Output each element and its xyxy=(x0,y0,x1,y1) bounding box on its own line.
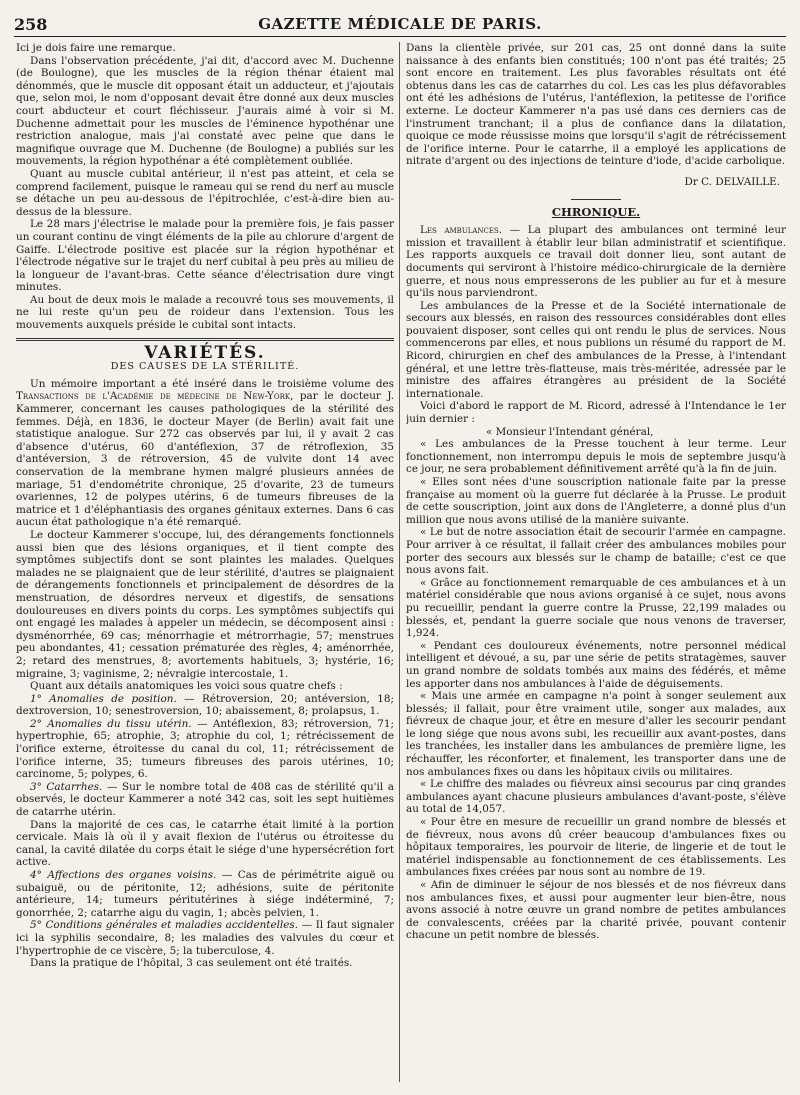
quote-paragraph: « Le but de notre association était de secourir l'armée en campagne. Pour arriver à ce résultat, il fallait créer des ambulances mobiles pour porter des secours aux blessés sur le champ de bataille; c'est ce que nous avons fait. xyxy=(406,526,786,577)
quote-paragraph: « Les ambulances de la Presse touchent à leur terme. Leur fonctionnement, non interrompu depuis le mois de septembre jusqu'à ce jour, ne sera probablement définitivement arrêté qu'à la fin de juin. xyxy=(406,438,786,476)
article-paragraph: Dans la pratique de l'hôpital, 3 cas seulement ont été traités. xyxy=(30,957,353,970)
quote-paragraph: « Le chiffre des malades ou fiévreux ainsi secourus par cinq grandes ambulances ayant chacune plusieurs ambulances d'avant-poste, s'élève au total de 14,057. xyxy=(406,778,786,816)
chronique-title: CHRONIQUE. xyxy=(551,204,641,219)
journal-title: GAZETTE MÉDICALE DE PARIS. xyxy=(258,15,542,33)
list-item: 2° Anomalies du tissu utérin. — Antéflexion, 83; rétroversion, 71; hypertrophie, 65; atrophie, 3; atrophie du col, 1; rétrécissement de l'orifice externe, étroitesse du canal du col, 11; rétrécissement de l'orifice interne, 35; tumeurs fibreuses des parois utérines, 10; carcinome, 5; polypes, 6. xyxy=(16,717,394,781)
article-paragraph: Dans la majorité de ces cas, le catarrhe était limité à la portion cervicale. Mais là où il y avait flexion de l'utérus ou étroitesse du canal, la cavité dilatée du corps était le siége d'une hypersécrétion fort active. xyxy=(16,818,394,869)
author-signature: Dr C. DELVAILLE. xyxy=(684,175,780,188)
article-paragraph: Quant aux détails anatomiques les voici sous quatre chefs : xyxy=(30,680,343,693)
article-paragraph: Le docteur Kammerer s'occupe, lui, des dérangements fonctionnels aussi bien que des lésions organiques, et il tient compte des symptômes subjectifs dont se sont plaintes les malades. Quelques malades ne se plaignaient que de leur stérilité, d'autres se plaignaient de dérangements fonctionnels et principalement de désordres de la menstruation, de désordres nerveux et digestifs, de sensations douloureuses en divers points du corps. Les symptômes subjectifs qui ont engagé les malades à appeler un médecin, se décomposent ainsi : dysménorrhée, 69 cas; ménorrhagie et métrorrhagie, 57; menstrues peu abondantes, 41; cessation prématurée des règles, 4; aménorrhée, 2; retard des menstrues, 8; avortements habituels, 3; hystérie, 16; migraine, 3; vaginisme, 2; névralgie intercostale, 1. xyxy=(16,528,394,680)
article-paragraph: Voici d'abord le rapport de M. Ricord, adressé à l'Intendance le 1er juin dernier : xyxy=(406,400,786,426)
section-title: VARIÉTÉS. xyxy=(144,342,266,363)
page-number: 258 xyxy=(14,14,48,34)
intro-paragraph: Le 28 mars j'électrise le malade pour la première fois, je fais passer un courant continu de vingt éléments de la pile au chlorure d'argent de Gaiffe. L'électrode positive est placée sur la région hypothénar et l'électrode négative sur le trajet du nerf cubital à peu près au milieu de la longueur de l'avant-bras. Cette séance d'électrisation dure vingt minutes. xyxy=(16,218,394,294)
column-divider xyxy=(399,42,400,1082)
list-item: 1° Anomalies de position. — Rétroversion, 20; antéversion, 18; dextroversion, 10; senestroversion, 10; abaissement, 8; prolapsus, 1. xyxy=(16,692,394,718)
quote-salutation: « Monsieur l'Intendant général, xyxy=(486,425,654,438)
quote-paragraph: « Afin de diminuer le séjour de nos blessés et de nos fiévreux dans nos ambulances fixes, et aussi pour augmenter leur bien-être, nous avons associé à notre œuvre un grand nombre de petites ambulances de convalescents, créées par la charité privée, pouvant contenir chacune un petit nombre de blessés. xyxy=(406,879,786,942)
quote-paragraph: « Pendant ces douloureux événements, notre personnel médical intelligent et dévoué, a su, par une série de petits stratagèmes, sauver un grand nombre de soldats tombés aux mains des fédérés, et même les apporter dans nos ambulances à l'aide de déguisements. xyxy=(406,639,786,690)
intro-paragraph: Dans l'observation précédente, j'ai dit, d'accord avec M. Duchenne (de Boulogne), que les muscles de la région thénar étaient mal dénommés, que le muscle dit opposant était un adducteur, et j'ajoutais que, selon moi, le nom d'opposant devait être donné aux deux muscles court abducteur et court fléchisseur. J'aurais aimé à voir si M. Duchenne admettait pour les muscles de l'éminence hypothénar une restriction analogue, mais j'ai constaté avec peine que dans le magnifique ouvrage que M. Duchenne (de Boulogne) a publiés sur les mouvements, la région hypothénar a été complètement oubliée. xyxy=(16,54,394,168)
article-subtitle: DES CAUSES DE LA STÉRILITÉ. xyxy=(110,361,300,373)
intro-paragraph: Quant au muscle cubital antérieur, il n'est pas atteint, et cela se comprend facilement, puisque le rameau qui se rend du nerf au muscle se détache un peu au-dessous de l'épitrochlée, c'est-à-dire bien au-dessus de la blessure. xyxy=(16,167,394,218)
page-header xyxy=(14,12,786,36)
left-column xyxy=(16,42,394,1087)
section-divider xyxy=(16,338,394,341)
quote-paragraph: « Elles sont nées d'une souscription nationale faite par la presse française au moment où la guerre fut déclarée à la Prusse. Le produit de cette souscription, joint aux dons de l'Angleterre, a donné plus d'un million que nous avons utilisé de la manière suivante. xyxy=(406,476,786,526)
list-item: 3° Catarrhes. — Sur le nombre total de 408 cas de stérilité qu'il a observés, le docteur Kammerer a noté 342 cas, soit les sept huitièmes de catarrhe utérin. xyxy=(16,780,394,819)
right-column xyxy=(406,42,786,1087)
list-item: 5° Conditions générales et maladies accidentelles. — Il faut signaler ici la syphilis secondaire, 8; les maladies des valvules du cœur et l'hypertrophie de ce viscère, 5; la tuberculose, 4. xyxy=(16,919,394,957)
header-rule xyxy=(14,36,786,37)
article-paragraph: Les ambulances. — La plupart des ambulances ont terminé leur mission et travaillent à établir leur bilan administratif et scientifique. Les rapports auxquels ce travail doit donner lieu, sont autant de documents qui serviront à l'histoire médico-chirurgicale de la dernière guerre, et nous nous empresserons de les publier au fur et à mesure qu'ils nous parviendront. xyxy=(406,224,786,300)
quote-paragraph: « Pour être en mesure de recueillir un grand nombre de blessés et de fiévreux, nous avons dû créer beaucoup d'ambulances fixes ou hôpitaux temporaires, les pourvoir de literie, de lingerie et de tout le matériel indispensable au fonctionnement de ces établissements. Les ambulances fixes créées par nous sont au nombre de 19. xyxy=(406,816,786,879)
article-paragraph: Un mémoire important a été inséré dans le troisième volume des Transactions de l'Académie de médecine de New-York, par le docteur J. Kammerer, concernant les causes pathologiques de la stérilité des femmes. Déjà, en 1836, le docteur Mayer (de Berlin) avait fait une statistique analogue. Sur 272 cas observés par lui, il y avait 2 cas d'absence d'utérus, 60 d'antéflexion, 37 de rétroflexion, 35 d'antéversion, 3 de rétroversion, 45 de vulvite dont 14 avec conservation de la membrane hymen malgré plusieurs années de mariage, 51 d'endométrite chronique, 25 d'ovarite, 23 de tumeurs ovariennes, 12 de polypes utérins, 6 de tumeurs fibreuses de la matrice et 1 d'éléphantiasis des organes génitaux externes. Dans 6 cas aucun état pathologique n'a été remarqué. xyxy=(16,377,394,529)
quote-paragraph: « Mais une armée en campagne n'a point à songer seulement aux blessés; il fallait, pour être vraiment utile, songer aux malades, aux fiévreux de chaque jour, et être en mesure d'aller les secourir pendant le long siége que nous avons subi, les recueillir aux avant-postes, dans les tranchées, les installer dans les ambulances de première ligne, les réchauffer, les réconforter, et finalement, les transporter dans une de nos ambulances fixes ou dans les hôpitaux civils ou militaires. xyxy=(406,690,786,778)
list-item: 4° Affections des organes voisins. — Cas de périmétrite aiguë ou subaiguë, ou de péritonite, 12; adhésions, suite de péritonite antérieure, 14; tumeurs péritutérines à siége indéterminé, 7; gonorrhée, 2; catarrhe aigu du vagin, 1; abcès pelvien, 1. xyxy=(16,869,394,919)
short-divider xyxy=(571,199,621,200)
article-paragraph: Les ambulances de la Presse et de la Société internationale de secours aux blessés, en raison des ressources considérables dont elles pouvaient disposer, sont celles qui ont rendu le plus de services. Nous commencerons par elles, et nous publions un résumé du rapport de M. Ricord, chirurgien en chef des ambulances de la Presse, à l'intendant général, et une lettre très-flatteuse, mais très-méritée, adressée par le ministre des affaires étrangères au président de la Société internationale. xyxy=(406,299,786,400)
quote-paragraph: « Grâce au fonctionnement remarquable de ces ambulances et à un matériel considérable que nous avions organisé à ce sujet, nous avons pu recueillir, pendant la guerre contre la Prusse, 22,199 malades ou blessés, et, pendant la guerre sociale que nous venons de traverser, 1,924. xyxy=(406,576,786,640)
article-paragraph: Dans la clientèle privée, sur 201 cas, 25 ont donné dans la suite naissance à des enfants bien constitués; 100 n'ont pas été traités; 25 sont encore en traitement. Les plus favorables résultats ont été obtenus dans les cas de catarrhes du col. Les cas les plus défavorables ont été les adhésions de l'utérus, l'antéflexion, la petitesse de l'orifice externe. Le docteur Kammerer n'a pas usé dans ces derniers cas de l'instrument tranchant; il a plus de confiance dans la dilatation, quoique ce mode réussisse moins que lorsqu'il s'agit de rétrécissement de l'orifice interne. Pour le catarrhe, il a employé les applications de nitrate d'argent ou des injections de teinture d'iode, d'acide carbolique. xyxy=(406,42,786,168)
intro-paragraph: Au bout de deux mois le malade a recouvré tous ses mouvements, il ne lui reste qu'un peu de roideur dans l'extension. Tous les mouvements auxquels préside le cubital sont intacts. xyxy=(16,293,394,332)
intro-paragraph: Ici je dois faire une remarque. xyxy=(16,42,176,54)
